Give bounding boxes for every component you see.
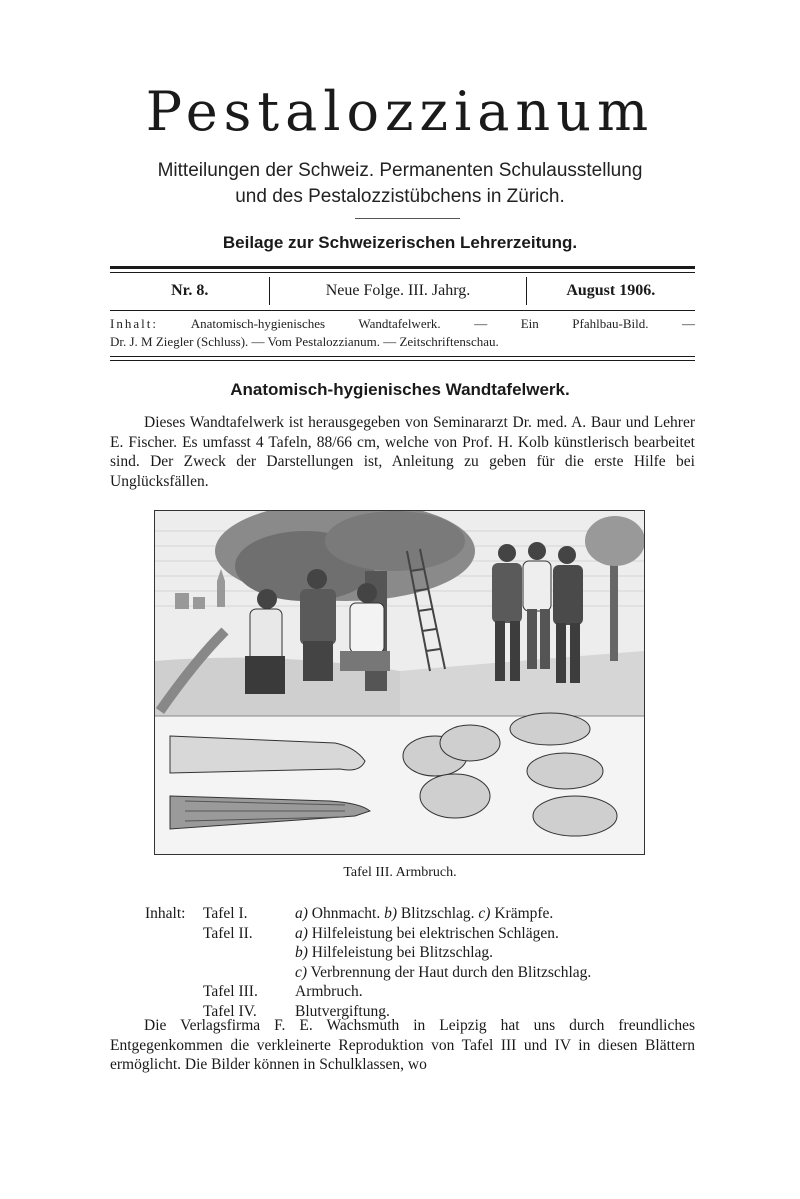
issue-bottom-rule — [110, 310, 695, 311]
contents-row-tafel-2 — [145, 924, 591, 944]
toc-text-1: Anatomisch-hygienisches Wandtafelwerk. — Ein Pfahlbau-Bild. — — [190, 316, 695, 331]
masthead-title: Pestalozzianum — [145, 80, 655, 143]
marker: a) — [295, 924, 308, 942]
supplement-line: Beilage zur Schweizerischen Lehrerzeitung. — [222, 233, 578, 252]
article-paragraph-2: Die Verlagsfirma F. E. Wachsmuth in Leipzig hat uns durch freundliches Entgegenkommen die verkleinerte Reproduktion von Tafel III und IV in diesen Blättern ermöglicht. Die Bilder können in Schulklassen, wo — [110, 1017, 695, 1073]
marker: a) — [295, 905, 308, 922]
tafel-1-item-b: Blitzschlag. — [400, 905, 475, 922]
illustration-tafel-iii — [154, 510, 645, 855]
contents-label: Inhalt: — [145, 905, 186, 922]
contents-row-tafel-1 — [145, 904, 591, 924]
contents-row-tafel-2c — [145, 963, 591, 983]
marker: c) — [478, 905, 491, 922]
issue-series: Neue Folge. III. Jahrg. — [325, 282, 471, 299]
figure-caption: Tafel III. Armbruch. — [343, 865, 457, 880]
tafel-1-item-a: Ohnmacht. — [311, 905, 381, 922]
short-divider — [355, 218, 460, 219]
tafel-2-item-a: Hilfeleistung bei elektrischen Schlägen. — [311, 924, 559, 942]
article-title: Anatomisch-hygienisches Wandtafelwerk. — [230, 380, 570, 399]
plate-contents — [145, 904, 591, 1021]
tafel-1-label: Tafel I. — [203, 905, 248, 922]
toc-line-2: Dr. J. M Ziegler (Schluss). — Vom Pestalozzianum. — Zeitschriftenschau. — [110, 334, 499, 349]
marker: b) — [384, 905, 398, 922]
tafel-3-label: Tafel III. — [203, 983, 258, 1000]
masthead-subtitle — [0, 158, 800, 210]
illustration-drawing — [155, 511, 644, 854]
marker: b) — [295, 944, 308, 961]
article-paragraph-1: Dieses Wandtafelwerk ist herausgegeben von Seminararzt Dr. med. A. Baur und Lehrer E. Fischer. Es umfasst 4 Tafeln, 88/66 cm, welche von Prof. H. Kolb künstlerisch bearbeitet sind. Der Zweck der Darstellungen ist, Anleitung zu geben für die erste Hilfe bei Unglücksfällen. — [110, 414, 695, 490]
subtitle-line-2: und des Pestalozzistübchens in Zürich. — [235, 186, 565, 207]
tafel-2-label: Tafel II. — [203, 924, 253, 942]
toc-bottom-rule — [110, 356, 695, 361]
issue-bar — [110, 274, 695, 308]
tafel-2-item-c: Verbrennung der Haut durch den Blitzschlag. — [310, 963, 592, 981]
tafel-1-item-c: Krämpfe. — [494, 905, 554, 922]
tafel-3-item: Armbruch. — [295, 983, 363, 1000]
tafel-4-item: Blutvergiftung. — [295, 1002, 390, 1020]
contents-row-tafel-2b — [145, 943, 591, 963]
subtitle-line-1: Mitteilungen der Schweiz. Permanenten Schulausstellung — [157, 160, 643, 181]
tafel-2-item-b: Hilfeleistung bei Blitzschlag. — [311, 944, 494, 961]
contents-row-tafel-3 — [145, 982, 591, 1002]
marker: c) — [295, 963, 308, 981]
tafel-4-label: Tafel IV. — [203, 1002, 257, 1020]
issue-number: Nr. 8. — [171, 282, 209, 299]
issue-date: August 1906. — [566, 282, 656, 299]
toc-line-1 — [110, 315, 695, 333]
toc-label: Inhalt: — [110, 316, 158, 331]
issue-top-rule — [110, 266, 695, 273]
